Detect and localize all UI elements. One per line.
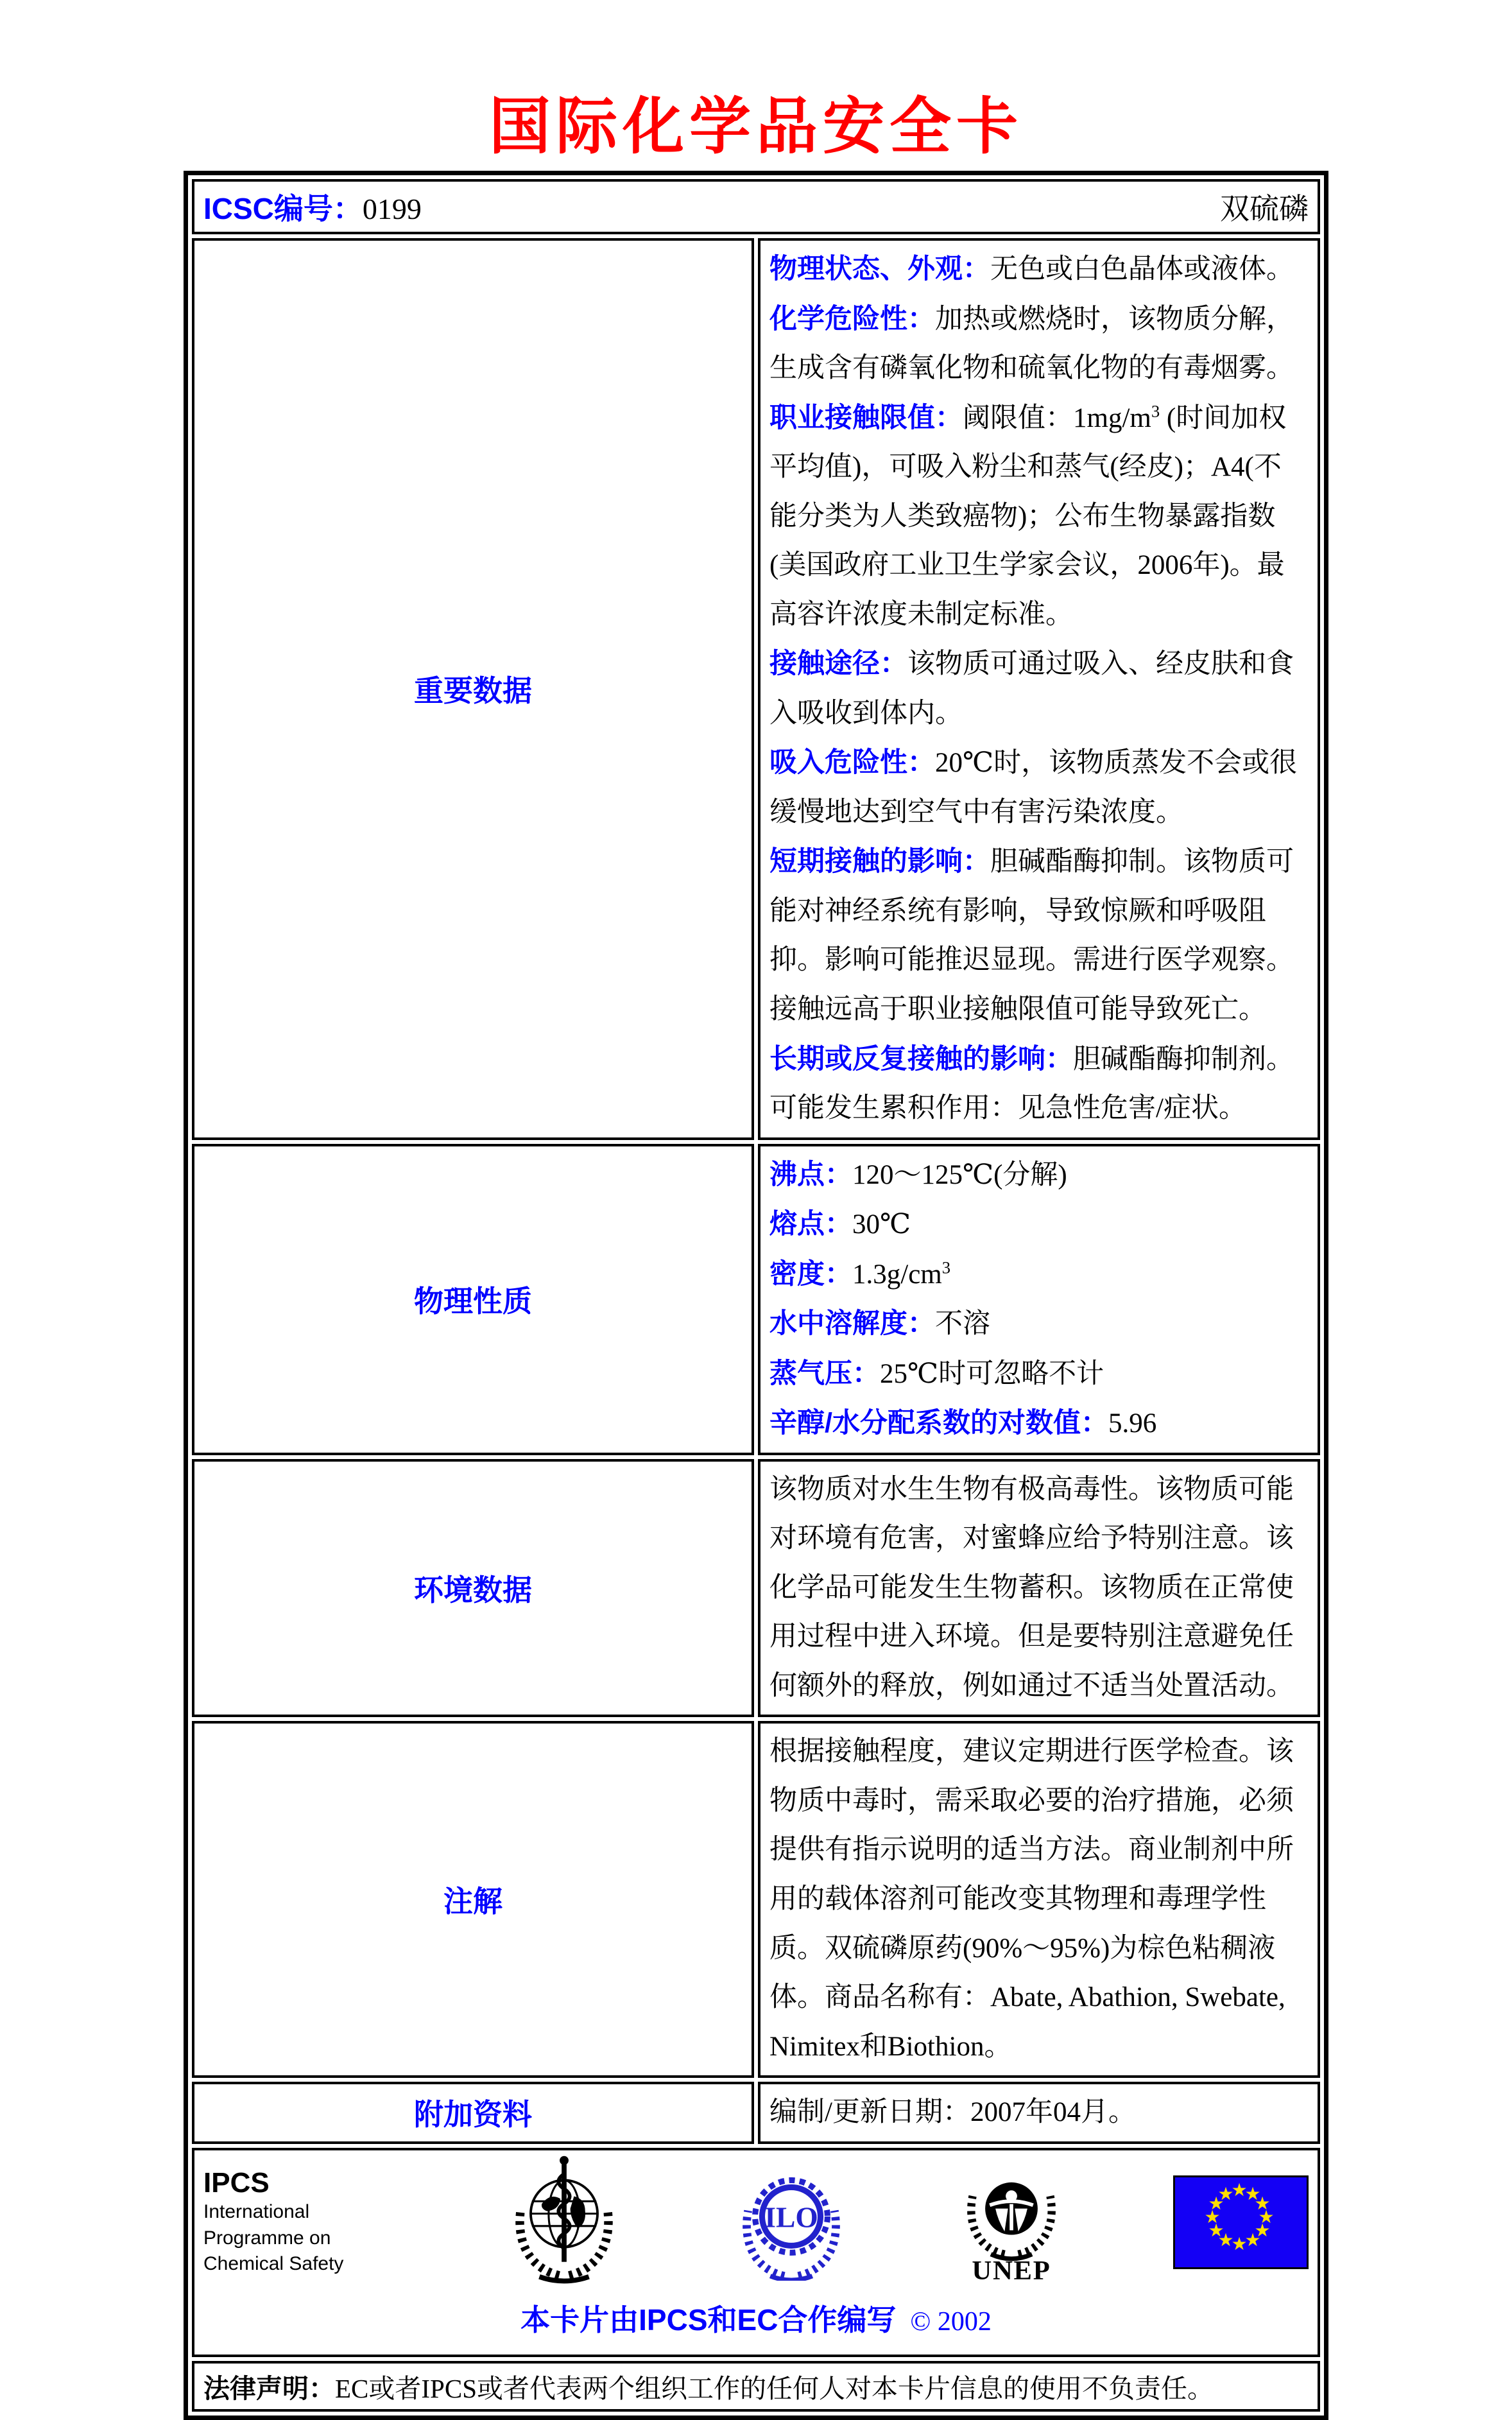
item-text: 25℃时可忽略不计 — [880, 1358, 1104, 1389]
star-icon: ★ — [1208, 2219, 1224, 2241]
physical-item — [769, 1299, 1309, 1349]
caption-copyright: © 2002 — [910, 2306, 992, 2337]
item-label: 辛醇/水分配系数的对数值： — [769, 1408, 1108, 1439]
important-item — [769, 295, 1309, 393]
ilo-logo-icon — [733, 2164, 850, 2281]
item-text: 1.3g/cm — [852, 1259, 942, 1290]
row-label-additional-information: 附加资料 — [192, 2082, 754, 2144]
row-environmental-data — [192, 1459, 1320, 1718]
item-label: 物理状态、外观： — [769, 254, 990, 284]
item-label: 吸入危险性： — [769, 747, 935, 779]
row-important-data — [192, 238, 1320, 1140]
item-label: 熔点： — [769, 1209, 852, 1240]
item-label: 化学危险性： — [769, 303, 935, 334]
important-item — [769, 639, 1309, 738]
item-text: 该物质可通过吸入、经皮肤和食入吸收到体内。 — [769, 649, 1294, 729]
superscript: 3 — [941, 1258, 951, 1277]
star-icon: ★ — [1217, 2182, 1234, 2204]
row-legal — [192, 2361, 1320, 2412]
star-icon: ★ — [1244, 2182, 1261, 2204]
unep-logo-icon — [954, 2161, 1069, 2284]
item-label: 水中溶解度： — [769, 1308, 935, 1340]
superscript: 3 — [1151, 401, 1160, 421]
row-additional-information — [192, 2082, 1320, 2144]
row-label-physical-properties: 物理性质 — [192, 1144, 754, 1455]
page-title: 国际化学品安全卡 — [489, 92, 1023, 161]
important-item — [769, 1035, 1309, 1134]
chemical-name: 双硫磷 — [1220, 193, 1309, 225]
item-text: 加热或燃烧时，该物质分解，生成含有磷氧化物和硫氧化物的有毒烟雾。 — [769, 304, 1294, 384]
physical-item — [769, 1150, 1309, 1200]
item-label: 沸点： — [769, 1159, 852, 1190]
row-physical-properties — [192, 1144, 1320, 1455]
icsc-number-value: 0199 — [362, 193, 422, 225]
physical-item — [769, 1349, 1309, 1399]
important-item — [769, 837, 1309, 1034]
star-icon: ★ — [1258, 2206, 1275, 2227]
row-logos — [192, 2148, 1320, 2357]
physical-item — [769, 1399, 1309, 1449]
item-text: 无色或白色晶体或液体。 — [990, 254, 1294, 284]
additional-text: 编制/更新日期：2007年04月。 — [769, 2097, 1136, 2128]
important-item — [769, 738, 1309, 837]
ipcs-acronym: IPCS — [203, 2166, 270, 2199]
item-text: 120～125℃(分解) — [852, 1159, 1067, 1190]
physical-item — [769, 1250, 1309, 1300]
row-notes — [192, 1721, 1320, 2078]
item-label: 职业接触限值： — [769, 402, 963, 433]
item-text: (时间加权平均值)，可吸入粉尘和蒸气(经皮)；A4(不能分类为人类致癌物)；公布生物暴露指数(美国政府工业卫生学家会议，2006年)。最高容许浓度未制定标准。 — [769, 402, 1287, 630]
legal-text: EC或者IPCS或者代表两个组织工作的任何人对本卡片信息的使用不负责任。 — [335, 2373, 1214, 2403]
item-label: 接触途径： — [769, 648, 907, 680]
legal-label: 法律声明： — [203, 2373, 335, 2403]
star-icon: ★ — [1217, 2229, 1234, 2251]
item-text: 胆碱酯酶抑制。该物质可能对神经系统有影响，导致惊厥和呼吸阻抑。影响可能推迟显现。需进行医学观察。接触远高于职业接触限值可能导致死亡。 — [769, 847, 1294, 1024]
row-label-environmental-data: 环境数据 — [192, 1459, 754, 1718]
item-label: 长期或反复接触的影响： — [769, 1043, 1073, 1075]
card-caption — [203, 2297, 1309, 2339]
unep-logo-text: UNEP — [972, 2255, 1051, 2284]
row-label-important-data: 重要数据 — [192, 238, 754, 1140]
eu-flag-icon — [1173, 2175, 1309, 2269]
item-label: 蒸气压： — [769, 1358, 880, 1389]
item-text: 5.96 — [1108, 1408, 1157, 1439]
item-text: 不溶 — [935, 1309, 990, 1340]
ipcs-text-block — [203, 2167, 396, 2277]
important-item — [769, 245, 1309, 295]
ipcs-line: Chemical Safety — [203, 2253, 344, 2275]
star-icon: ★ — [1231, 2179, 1248, 2200]
ilo-logo-text: ILO — [764, 2200, 818, 2233]
row-label-notes: 注解 — [192, 1721, 754, 2078]
star-icon: ★ — [1254, 2192, 1271, 2214]
important-item — [769, 393, 1309, 640]
header-row — [192, 179, 1320, 234]
star-icon: ★ — [1204, 2206, 1221, 2227]
item-text: 30℃ — [852, 1209, 911, 1240]
star-icon: ★ — [1244, 2229, 1261, 2251]
ipcs-line: Programme on — [203, 2227, 331, 2249]
item-label: 密度： — [769, 1258, 852, 1290]
item-text: 阈限值：1mg/m — [963, 402, 1151, 433]
physical-item — [769, 1200, 1309, 1250]
item-text: 20℃时，该物质蒸发不会或很缓慢地达到空气中有害污染浓度。 — [769, 748, 1298, 827]
icsc-number-label: ICSC编号： — [203, 192, 363, 225]
ipcs-line: International — [203, 2201, 310, 2223]
star-icon: ★ — [1231, 2233, 1248, 2254]
environment-text: 该物质对水生生物有极高毒性。该物质可能对环境有危害，对蜜蜂应给予特别注意。该化学品可能发生生物蓄积。该物质在正常使用过程中进入环境。但是要特别注意避免任何额外的释放，例如通过不适当处置活动。 — [769, 1474, 1294, 1701]
safety-card — [184, 171, 1328, 2420]
item-text: 胆碱酯酶抑制剂。可能发生累积作用：见急性危害/症状。 — [769, 1044, 1294, 1124]
star-icon: ★ — [1208, 2192, 1224, 2214]
notes-text: 根据接触程度，建议定期进行医学检查。该物质中毒时，需采取必要的治疗措施，必须提供有指示说明的适当方法。商业制剂中所用的载体溶剂可能改变其物理和毒理学性质。双硫磷原药(90%～95%)为棕色粘稠液体。商品名称有：Abate, Abathion, Swebate, Nimitex和Biothion。 — [769, 1736, 1294, 2062]
item-label: 短期接触的影响： — [769, 846, 990, 877]
icsc-number-group — [203, 186, 422, 228]
caption-text: 本卡片由IPCS和EC合作编写 — [520, 2303, 897, 2337]
who-logo-icon — [501, 2154, 628, 2290]
star-icon: ★ — [1254, 2219, 1271, 2241]
